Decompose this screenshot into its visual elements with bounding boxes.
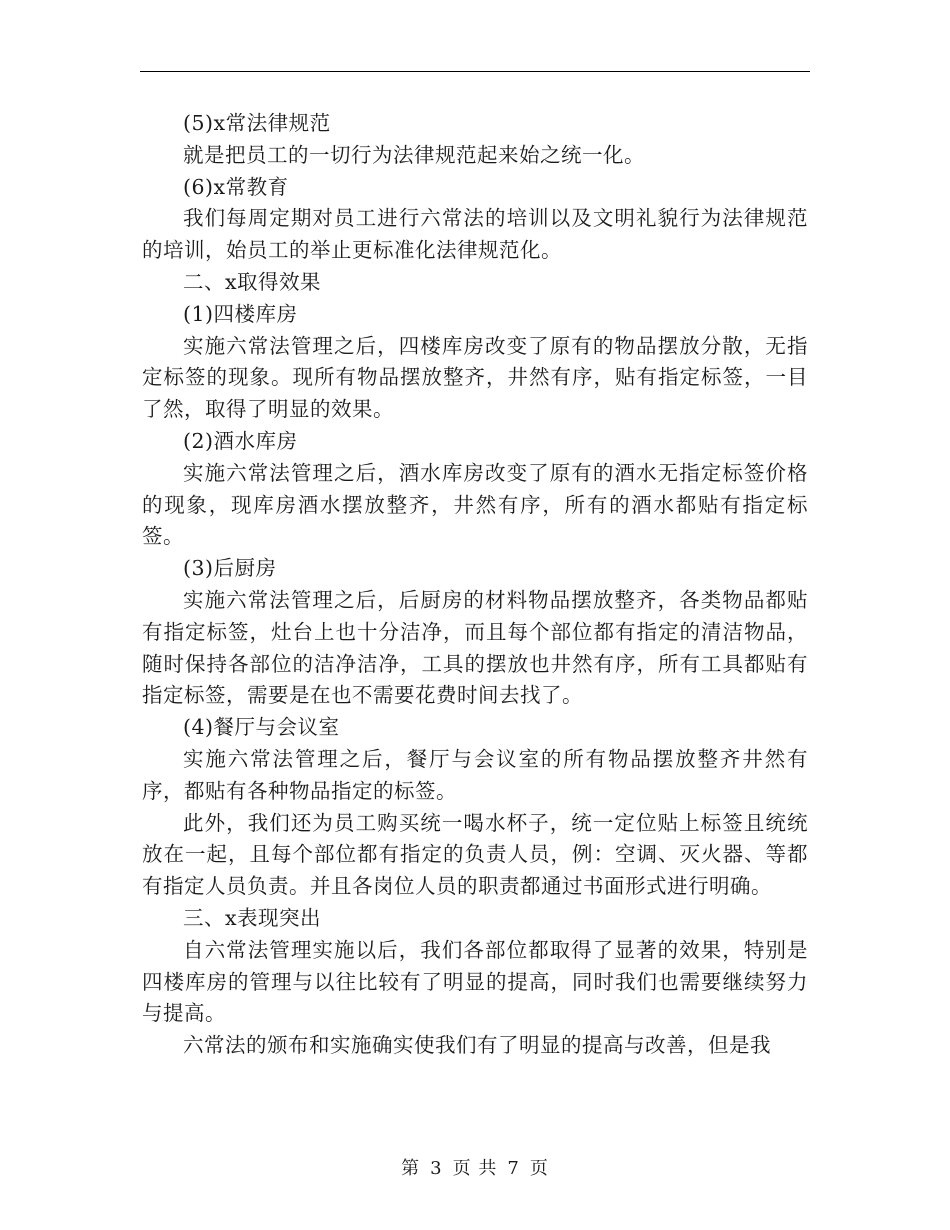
subheading-back-kitchen: (3)后厨房 [183,556,277,581]
subheading-standardization: (5)x常法律规范 [183,111,331,135]
subheading-beverage-storage: (2)酒水库房 [183,428,298,453]
section-heading-results: 二、x取得效果 [183,269,322,294]
paragraph: 实施六常法管理之后，餐厅与会议室的所有物品摆放整齐井然有序，都贴有各种物品指定的标签。 [142,746,808,803]
header-rule [140,71,810,72]
footer-middle: 页 共 [452,1158,498,1179]
total-pages-number: 7 [507,1158,520,1179]
footer-suffix: 页 [529,1158,549,1179]
section-heading-outstanding: 三、x表现突出 [183,905,322,930]
paragraph: 实施六常法管理之后，后厨房的材料物品摆放整齐，各类物品都贴有指定标签，灶台上也十分洁净，而且每个部位都有指定的清洁物品，随时保持各部位的洁净洁净，工具的摆放也井然有序，所有工具都贴有指定标签，需要是在也不需要花费时间去找了。 [142,587,808,708]
current-page-number: 3 [430,1158,443,1179]
document-body [142,108,808,1062]
footer-prefix: 第 [401,1158,421,1179]
paragraph: 我们每周定期对员工进行六常法的培训以及文明礼貌行为法律规范的培训，始员工的举止更标准化法律规范化。 [142,206,808,263]
paragraph: 就是把员工的一切行为法律规范起来始之统一化。 [183,142,645,167]
subheading-dining-meeting-room: (4)餐厅与会议室 [183,715,340,740]
paragraph: 实施六常法管理之后，四楼库房改变了原有的物品摆放分散，无指定标签的现象。现所有物品摆放整齐，井然有序，贴有指定标签，一目了然，取得了明显的效果。 [142,333,808,422]
page-footer [0,1154,950,1180]
paragraph: 此外，我们还为员工购买统一喝水杯子，统一定位贴上标签且统统放在一起，且每个部位都有指定的负责人员，例：空调、灭火器、等都有指定人员负责。并且各岗位人员的职责都通过书面形式进行明确。 [142,810,808,899]
subheading-education: (6)x常教育 [183,174,289,199]
paragraph: 六常法的颁布和实施确实使我们有了明显的提高与改善，但是我 [183,1033,771,1058]
paragraph: 实施六常法管理之后，酒水库房改变了原有的酒水无指定标签价格的现象，现库房酒水摆放整齐，井然有序，所有的酒水都贴有指定标签。 [142,460,808,549]
subheading-fourth-floor-storage: (1)四楼库房 [183,301,298,326]
paragraph: 自六常法管理实施以后，我们各部位都取得了显著的效果，特别是四楼库房的管理与以往比较有了明显的提高，同时我们也需要继续努力与提高。 [142,937,808,1026]
